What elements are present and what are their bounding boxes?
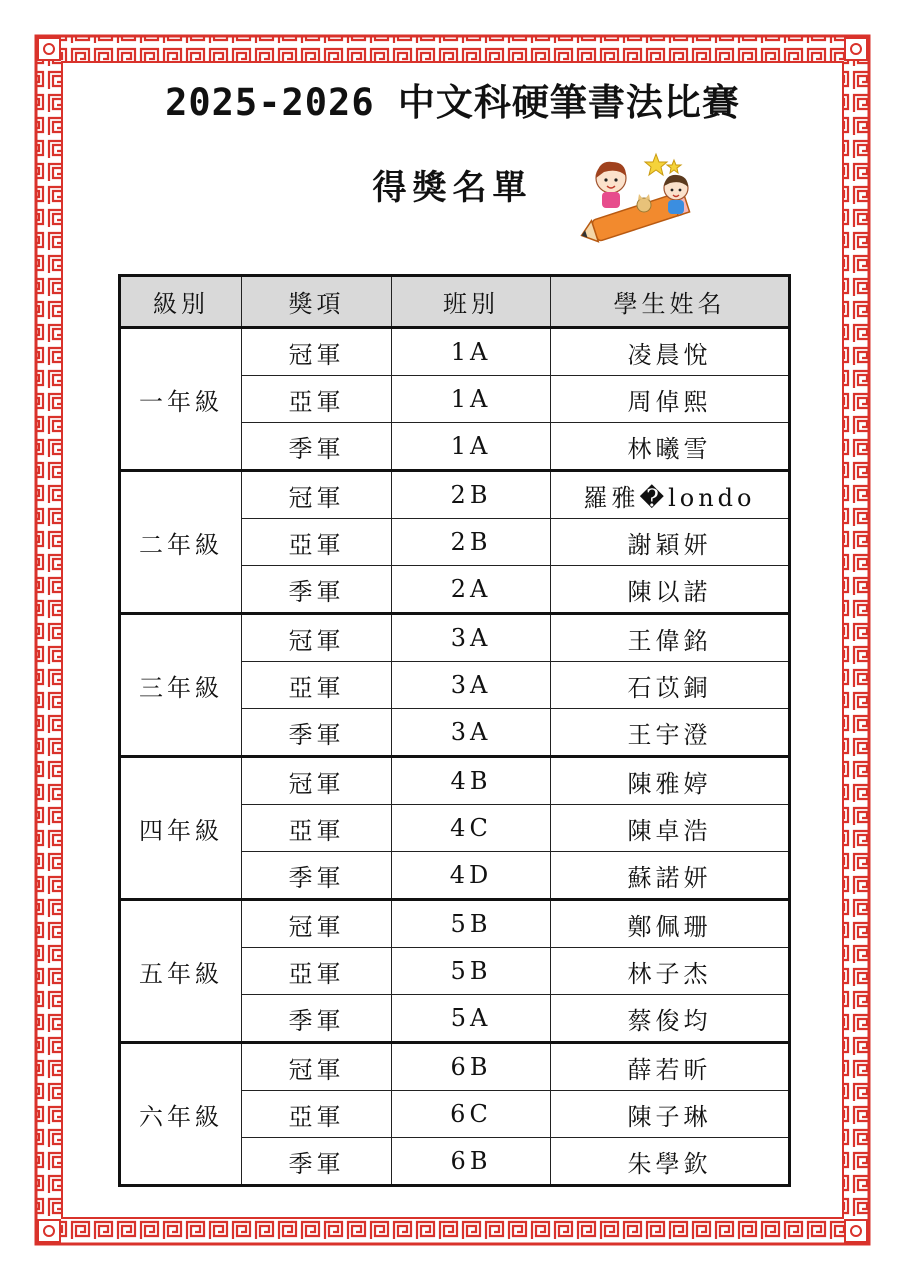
grade-cell: 四年級 [120, 757, 242, 900]
award-cell: 冠軍 [242, 1043, 392, 1091]
class-cell: 5B [392, 948, 551, 995]
student-name-cell: 朱學欽 [551, 1138, 790, 1186]
class-cell: 6C [392, 1091, 551, 1138]
student-name-cell: 周倬熙 [551, 376, 790, 423]
award-cell: 季軍 [242, 852, 392, 900]
award-cell: 冠軍 [242, 328, 392, 376]
table-header-row [120, 276, 790, 328]
grade-cell: 一年級 [120, 328, 242, 471]
student-name-cell: 林曦雪 [551, 423, 790, 471]
class-cell: 1A [392, 423, 551, 471]
student-name-cell: 陳雅婷 [551, 757, 790, 805]
award-cell: 冠軍 [242, 471, 392, 519]
class-cell: 2B [392, 519, 551, 566]
grade-group [120, 328, 790, 471]
award-cell: 季軍 [242, 709, 392, 757]
kids-riding-pencil-illustration [578, 150, 703, 250]
class-cell: 1A [392, 328, 551, 376]
grade-group [120, 900, 790, 1043]
class-cell: 5B [392, 900, 551, 948]
award-cell: 季軍 [242, 566, 392, 614]
award-cell: 亞軍 [242, 662, 392, 709]
award-cell: 冠軍 [242, 757, 392, 805]
student-name-cell: 蘇諾妍 [551, 852, 790, 900]
student-name-cell: 石苡銅 [551, 662, 790, 709]
table-row [120, 328, 790, 376]
table-row [120, 1043, 790, 1091]
student-name-cell: 陳子琳 [551, 1091, 790, 1138]
student-name-cell: 王偉銘 [551, 614, 790, 662]
table-row [120, 757, 790, 805]
award-cell: 季軍 [242, 1138, 392, 1186]
class-cell: 3A [392, 662, 551, 709]
grade-cell: 二年級 [120, 471, 242, 614]
award-cell: 季軍 [242, 995, 392, 1043]
award-cell: 季軍 [242, 423, 392, 471]
student-name-cell: 蔡俊均 [551, 995, 790, 1043]
grade-group [120, 1043, 790, 1186]
student-name-cell: 凌晨悅 [551, 328, 790, 376]
student-name-cell: 陳卓浩 [551, 805, 790, 852]
student-name-cell: 王宇澄 [551, 709, 790, 757]
award-cell: 亞軍 [242, 376, 392, 423]
award-cell: 亞軍 [242, 519, 392, 566]
table-row [120, 900, 790, 948]
page-subtitle: 得獎名單 [372, 168, 533, 208]
student-name-cell: 林子杰 [551, 948, 790, 995]
grade-cell: 六年級 [120, 1043, 242, 1186]
student-name-cell: 謝穎妍 [551, 519, 790, 566]
header-name: 學生姓名 [551, 276, 790, 328]
class-cell: 4C [392, 805, 551, 852]
class-cell: 4B [392, 757, 551, 805]
award-cell: 亞軍 [242, 805, 392, 852]
grade-cell: 三年級 [120, 614, 242, 757]
student-name-cell: 薛若昕 [551, 1043, 790, 1091]
award-cell: 亞軍 [242, 948, 392, 995]
grade-group [120, 757, 790, 900]
table-row [120, 471, 790, 519]
class-cell: 3A [392, 709, 551, 757]
header-award: 獎項 [242, 276, 392, 328]
class-cell: 1A [392, 376, 551, 423]
class-cell: 6B [392, 1138, 551, 1186]
grade-cell: 五年級 [120, 900, 242, 1043]
header-grade: 級別 [120, 276, 242, 328]
class-cell: 6B [392, 1043, 551, 1091]
table-row [120, 614, 790, 662]
grade-group [120, 614, 790, 757]
student-name-cell: 陳以諾 [551, 566, 790, 614]
grade-group [120, 471, 790, 614]
page-title: 2025-2026 中文科硬筆書法比賽 [165, 81, 740, 124]
class-cell: 5A [392, 995, 551, 1043]
award-cell: 冠軍 [242, 900, 392, 948]
student-name-cell: 羅雅�londo [551, 471, 790, 519]
award-cell: 冠軍 [242, 614, 392, 662]
header-class: 班別 [392, 276, 551, 328]
class-cell: 4D [392, 852, 551, 900]
awards-table [118, 274, 791, 1187]
class-cell: 2B [392, 471, 551, 519]
class-cell: 3A [392, 614, 551, 662]
class-cell: 2A [392, 566, 551, 614]
student-name-cell: 鄭佩珊 [551, 900, 790, 948]
award-cell: 亞軍 [242, 1091, 392, 1138]
